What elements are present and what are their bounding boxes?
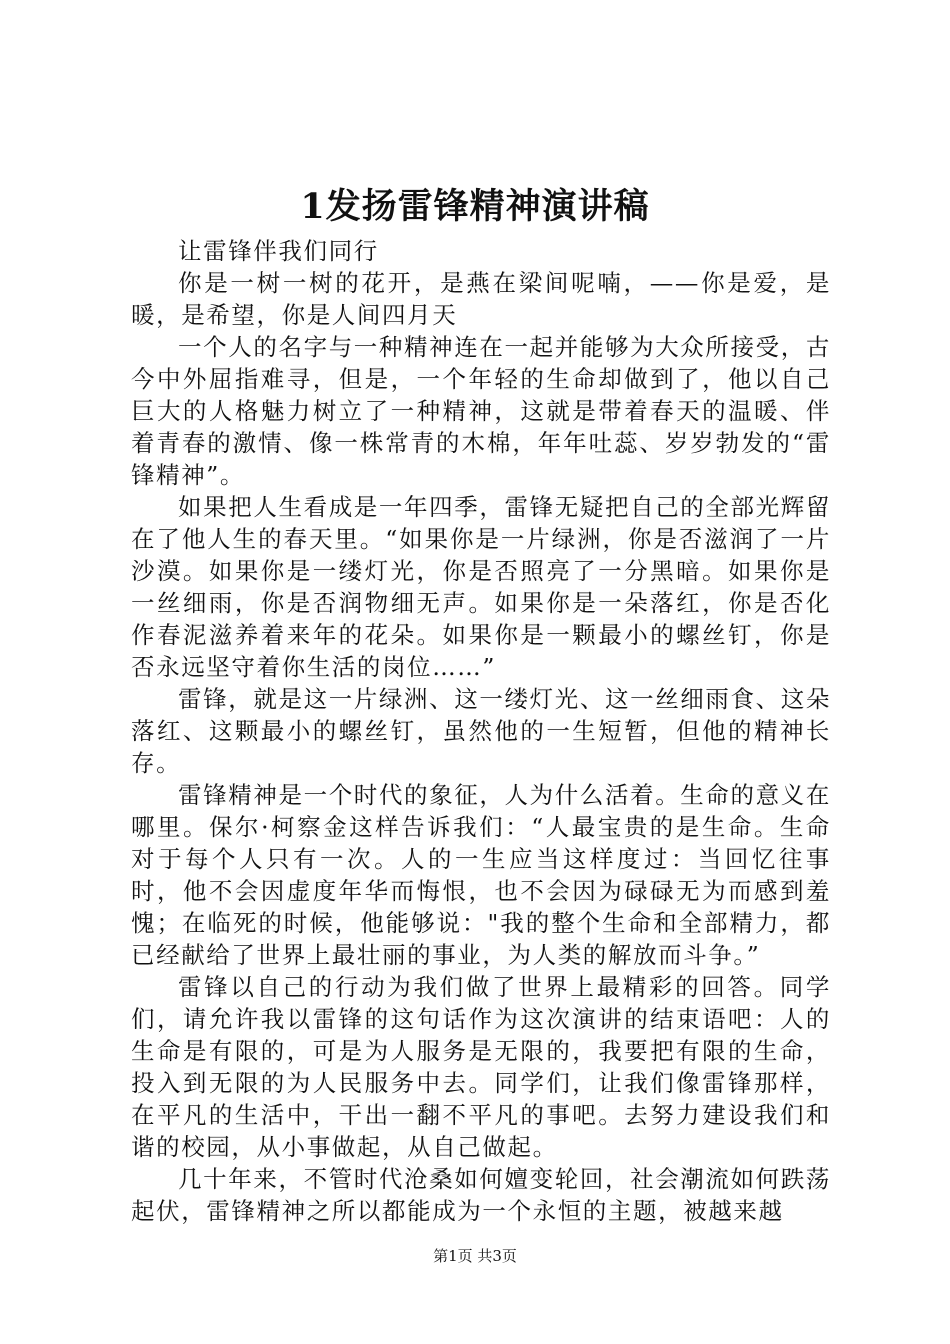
paragraph: 一个人的名字与一种精神连在一起并能够为大众所接受，古今中外屈指难寻，但是，一个年轻的生命却做到了，他以自己巨大的人格魅力树立了一种精神，这就是带着春天的温暖、伴着青春的激情、像一株常青的木棉，年年吐蕊、岁岁勃发的“雷锋精神”。 bbox=[131, 333, 831, 489]
paragraph: 雷锋以自己的行动为我们做了世界上最精彩的回答。同学们，请允许我以雷锋的这句话作为这次演讲的结束语吧：人的生命是有限的，可是为人服务是无限的，我要把有限的生命，投入到无限的为人民服务中去。同学们，让我们像雷锋那样，在平凡的生活中，干出一翻不平凡的事吧。去努力建设我们和谐的校园，从小事做起，从自己做起。 bbox=[131, 973, 831, 1161]
paragraph-subtitle: 让雷锋伴我们同行 bbox=[178, 237, 379, 265]
page-number-footer: 第1页 共3页 bbox=[433, 1247, 517, 1265]
paragraph: 雷锋精神是一个时代的象征，人为什么活着。生命的意义在哪里。保尔·柯察金这样告诉我们：“人最宝贵的是生命。生命对于每个人只有一次。人的一生应当这样度过：当回忆往事时，他不会因虚度年华而悔恨，也不会因为碌碌无为而感到羞愧；在临死的时候，他能够说："我的整个生命和全部精力，都已经献给了世界上最壮丽的事业，为人类的解放而斗争。” bbox=[131, 781, 831, 969]
document-body bbox=[131, 235, 831, 1227]
paragraph: 雷锋，就是这一片绿洲、这一缕灯光、这一丝细雨食、这朵落红、这颗最小的螺丝钉，虽然他的一生短暂，但他的精神长存。 bbox=[131, 685, 831, 777]
paragraph: 你是一树一树的花开，是燕在梁间呢喃，——你是爱，是暖，是希望，你是人间四月天 bbox=[131, 269, 831, 329]
paragraph: 如果把人生看成是一年四季，雷锋无疑把自己的全部光辉留在了他人生的春天里。“如果你是一片绿洲，你是否滋润了一片沙漠。如果你是一缕灯光，你是否照亮了一分黑暗。如果你是一丝细雨，你是否润物细无声。如果你是一朵落红，你是否化作春泥滋养着来年的花朵。如果你是一颗最小的螺丝钉，你是否永远坚守着你生活的岗位……” bbox=[131, 493, 831, 681]
document-title: 1发扬雷锋精神演讲稿 bbox=[300, 186, 650, 227]
paragraph: 几十年来，不管时代沧桑如何嬗变轮回，社会潮流如何跌荡起伏，雷锋精神之所以都能成为一个永恒的主题，被越来越 bbox=[131, 1165, 831, 1225]
